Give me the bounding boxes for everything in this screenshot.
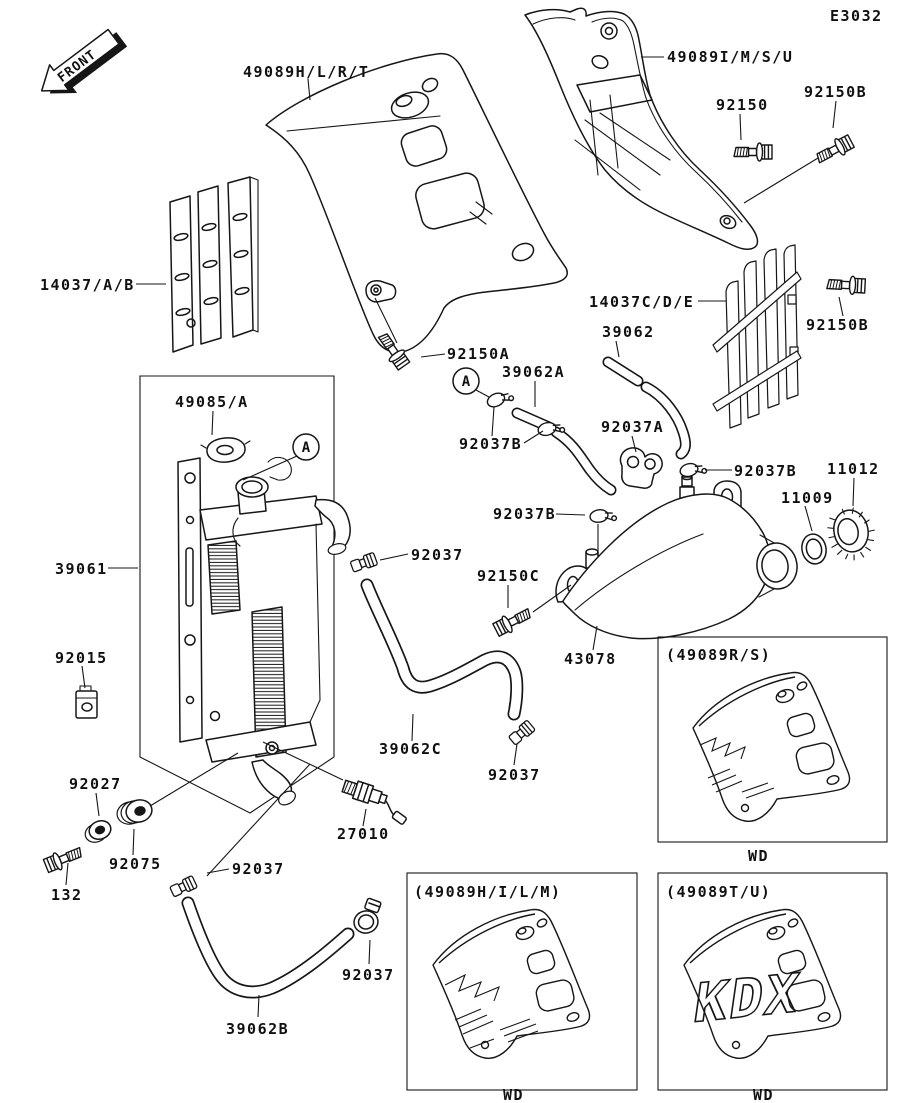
callout-43078: 43078 <box>564 650 617 668</box>
inset-caption: WD <box>748 847 770 865</box>
holder-92037a <box>620 448 662 488</box>
front-direction-arrow <box>32 21 131 109</box>
callout-92015: 92015 <box>55 649 108 667</box>
gasket-11009 <box>799 532 829 566</box>
hose-39062b <box>188 903 348 992</box>
callout-92037b-1: 92037B <box>459 435 523 453</box>
bolt-92150 <box>734 143 772 161</box>
callout-92150b-2: 92150B <box>806 316 870 334</box>
callout-14037cde: 14037C/D/E <box>589 293 695 311</box>
detail-marker-letter: A <box>461 374 471 390</box>
bracket-49089imsu <box>525 8 757 249</box>
cap-49085a <box>201 438 250 462</box>
callout-39062a: 39062A <box>502 363 566 381</box>
callout-27010: 27010 <box>337 825 390 843</box>
hose-39062a <box>517 413 611 490</box>
bolt-92150b-1 <box>813 133 855 167</box>
callout-92037-3: 92037 <box>232 860 285 878</box>
inset-panel-drawing <box>433 909 590 1058</box>
callout-92037a: 92037A <box>601 418 665 436</box>
inset-title: (49089R/S) <box>666 646 772 664</box>
inset-title: (49089H/I/L/M) <box>414 883 562 901</box>
callout-11009: 11009 <box>781 489 834 507</box>
fitting-92037-1 <box>350 552 378 573</box>
grommet-92075 <box>115 797 155 827</box>
bolt-92150b-2 <box>827 275 866 295</box>
callout-39061: 39061 <box>55 560 108 578</box>
callout-92150: 92150 <box>716 96 769 114</box>
inset-caption: WD <box>503 1086 525 1103</box>
detail-marker-letter: A <box>301 440 311 456</box>
fitting-92037-2 <box>169 876 197 898</box>
bolt-132 <box>43 843 85 874</box>
inset-panel-drawing <box>693 672 850 821</box>
callout-92037-1: 92037 <box>411 546 464 564</box>
bolt-92150c <box>492 605 534 638</box>
callout-49089imsu: 49089I/M/S/U <box>667 48 794 66</box>
callout-92150c: 92150C <box>477 567 541 585</box>
sensor-27010 <box>338 777 413 825</box>
callout-e3032: E3032 <box>830 7 883 25</box>
callout-92037-4: 92037 <box>342 966 395 984</box>
callout-92075: 92075 <box>109 855 162 873</box>
hose-clamp-92037 <box>352 898 381 935</box>
inset-box-49089rs <box>658 637 887 865</box>
callout-14037ab: 14037/A/B <box>40 276 135 294</box>
callout-39062b: 39062B <box>226 1020 290 1038</box>
callout-39062: 39062 <box>602 323 655 341</box>
clamp-92037b-1 <box>485 387 514 410</box>
inset-box-49089hilm <box>407 873 637 1103</box>
callout-39062c: 39062C <box>379 740 443 758</box>
side-panel-49089hlrt <box>266 54 567 353</box>
louver-14037ab <box>170 177 258 352</box>
callout-92037-2: 92037 <box>488 766 541 784</box>
guard-14037cde <box>713 245 801 428</box>
callout-132: 132 <box>51 886 83 904</box>
inset-title: (49089T/U) <box>666 883 772 901</box>
cap-11012 <box>824 504 880 564</box>
callout-92037b-3: 92037B <box>493 505 557 523</box>
callout-11012: 11012 <box>827 460 880 478</box>
inset-kdx-graphic: KDX <box>690 961 805 1035</box>
clip-92015 <box>76 686 97 718</box>
callout-92037b-2: 92037B <box>734 462 798 480</box>
inset-graphic-scribble <box>445 975 538 1048</box>
callout-92150a: 92150A <box>447 345 511 363</box>
callout-49089hlrt: 49089H/L/R/T <box>243 63 370 81</box>
hose-39062 <box>608 362 685 454</box>
washer-92027 <box>83 818 114 845</box>
reserve-tank-43078 <box>556 475 800 639</box>
inset-box-49089tu <box>658 873 887 1103</box>
callout-92150b-1: 92150B <box>804 83 868 101</box>
fitting-92037-3 <box>508 720 536 746</box>
clamp-92037b-3 <box>589 507 617 525</box>
detail-marker-a-2 <box>453 368 479 394</box>
callout-49085a: 49085/A <box>175 393 249 411</box>
inset-caption: WD <box>753 1086 775 1103</box>
callout-92027: 92027 <box>69 775 122 793</box>
front-arrow-label: FRONT <box>55 47 100 86</box>
hose-39062c <box>367 585 517 714</box>
radiator-39061 <box>178 457 350 807</box>
